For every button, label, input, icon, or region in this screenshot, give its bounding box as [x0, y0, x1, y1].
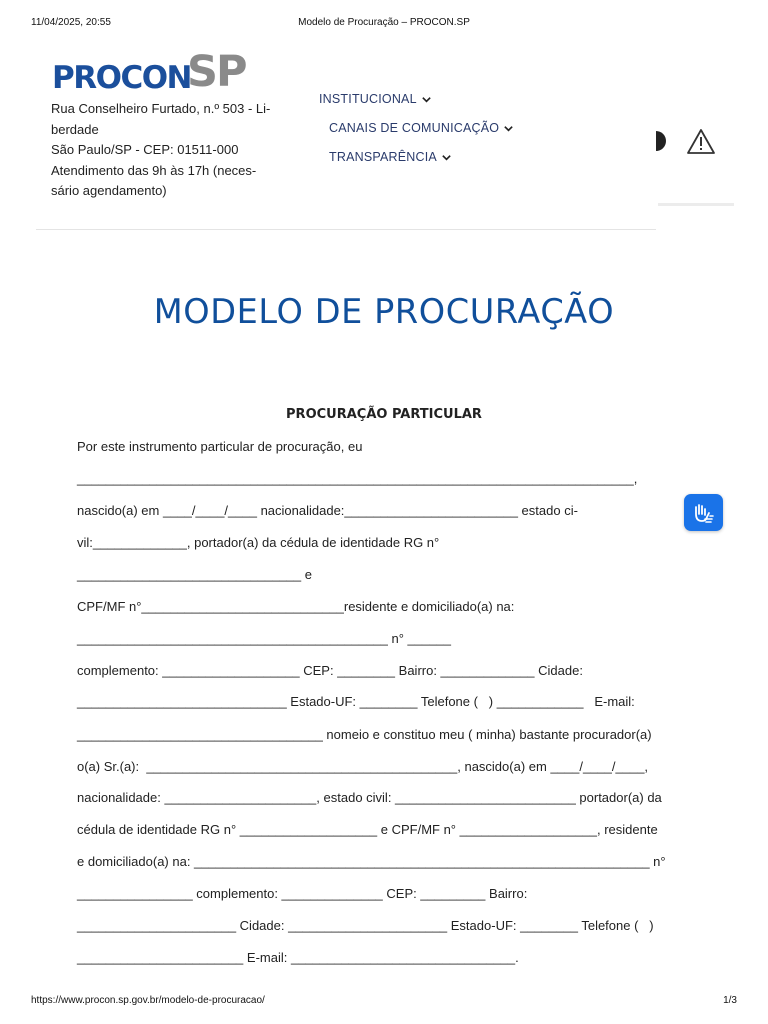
nav-item-label: CANAIS DE COMUNICAÇÃO	[329, 121, 500, 135]
nav-item-label: INSTITUCIONAL	[319, 92, 417, 106]
header-divider	[36, 229, 656, 230]
document-line: cédula de identidade RG n° ___________________ e CPF/MF n° ___________________, residente	[77, 822, 658, 837]
address-line: Rua Conselheiro Furtado, n.º 503 - Li-	[51, 101, 271, 116]
document-heading: PROCURAÇÃO PARTICULAR	[286, 407, 482, 422]
sign-language-hands-icon	[691, 500, 717, 526]
address-line: São Paulo/SP - CEP: 01511-000	[51, 142, 239, 157]
contrast-icon[interactable]	[650, 130, 668, 152]
address-line: sário agendamento)	[51, 183, 167, 198]
page-title: MODELO DE PROCURAÇÃO	[153, 292, 615, 332]
print-page-number: 1/3	[723, 995, 737, 1006]
nav-item-label: TRANSPARÊNCIA	[329, 150, 437, 164]
address-block	[51, 99, 291, 202]
print-url: https://www.procon.sp.gov.br/modelo-de-procuracao/	[31, 995, 265, 1006]
document-line: nascido(a) em ____/____/____ nacionalidade:________________________ estado ci-	[77, 503, 578, 518]
address-line: berdade	[51, 121, 99, 137]
document-line: _______________________________ e	[77, 567, 312, 582]
document-line: __________________________________ nomeio e constituo meu ( minha) bastante procurador(a)	[77, 727, 652, 742]
document-line: _____________________________________________________________________________,	[77, 471, 638, 486]
chevron-down-icon	[441, 152, 452, 163]
logo-procon-text: PROCON	[52, 60, 191, 96]
print-datetime: 11/04/2025, 20:55	[31, 17, 111, 28]
alert-triangle-icon[interactable]	[686, 128, 716, 155]
document-line: Por este instrumento particular de procuração, eu	[77, 439, 363, 454]
document-line: vil:_____________, portador(a) da cédula de identidade RG n°	[77, 535, 440, 550]
document-line: ___________________________________________ n° ______	[77, 631, 451, 646]
document-line: nacionalidade: _____________________, estado civil: _________________________ portador(a) da	[77, 790, 662, 805]
document-line: CPF/MF n°____________________________residente e domiciliado(a) na:	[77, 599, 515, 614]
nav-item-canais-de-comunicacao[interactable]	[329, 121, 514, 135]
procon-sp-logo[interactable]	[52, 47, 246, 97]
address-line: Atendimento das 9h às 17h (neces-	[51, 162, 257, 178]
print-page-title: Modelo de Procuração – PROCON.SP	[298, 17, 470, 28]
chevron-down-icon	[503, 123, 514, 134]
nav-item-transparencia[interactable]	[329, 150, 452, 164]
document-line: _______________________ E-mail: _______________________________.	[77, 950, 519, 965]
document-line: o(a) Sr.(a): ___________________________________________, nascido(a) em ____/____/____,	[77, 759, 649, 774]
document-line: ______________________ Cidade: ______________________ Estado-UF: ________ Telefone ( )	[77, 918, 654, 933]
document-line: complemento: ___________________ CEP: ________ Bairro: _____________ Cidade:	[77, 663, 583, 678]
header-gray-bar	[658, 203, 734, 206]
document-line: ________________ complemento: ______________ CEP: _________ Bairro:	[77, 886, 528, 901]
nav-item-institucional[interactable]	[319, 92, 432, 106]
chevron-down-icon	[421, 94, 432, 105]
document-line: e domiciliado(a) na: _______________________________________________________________ n°	[77, 854, 666, 869]
document-line: _____________________________ Estado-UF: ________ Telefone ( ) ____________ E-mail:	[77, 694, 635, 709]
logo-sp-text: SP	[187, 47, 246, 97]
accessibility-sign-language-button[interactable]	[684, 494, 723, 531]
